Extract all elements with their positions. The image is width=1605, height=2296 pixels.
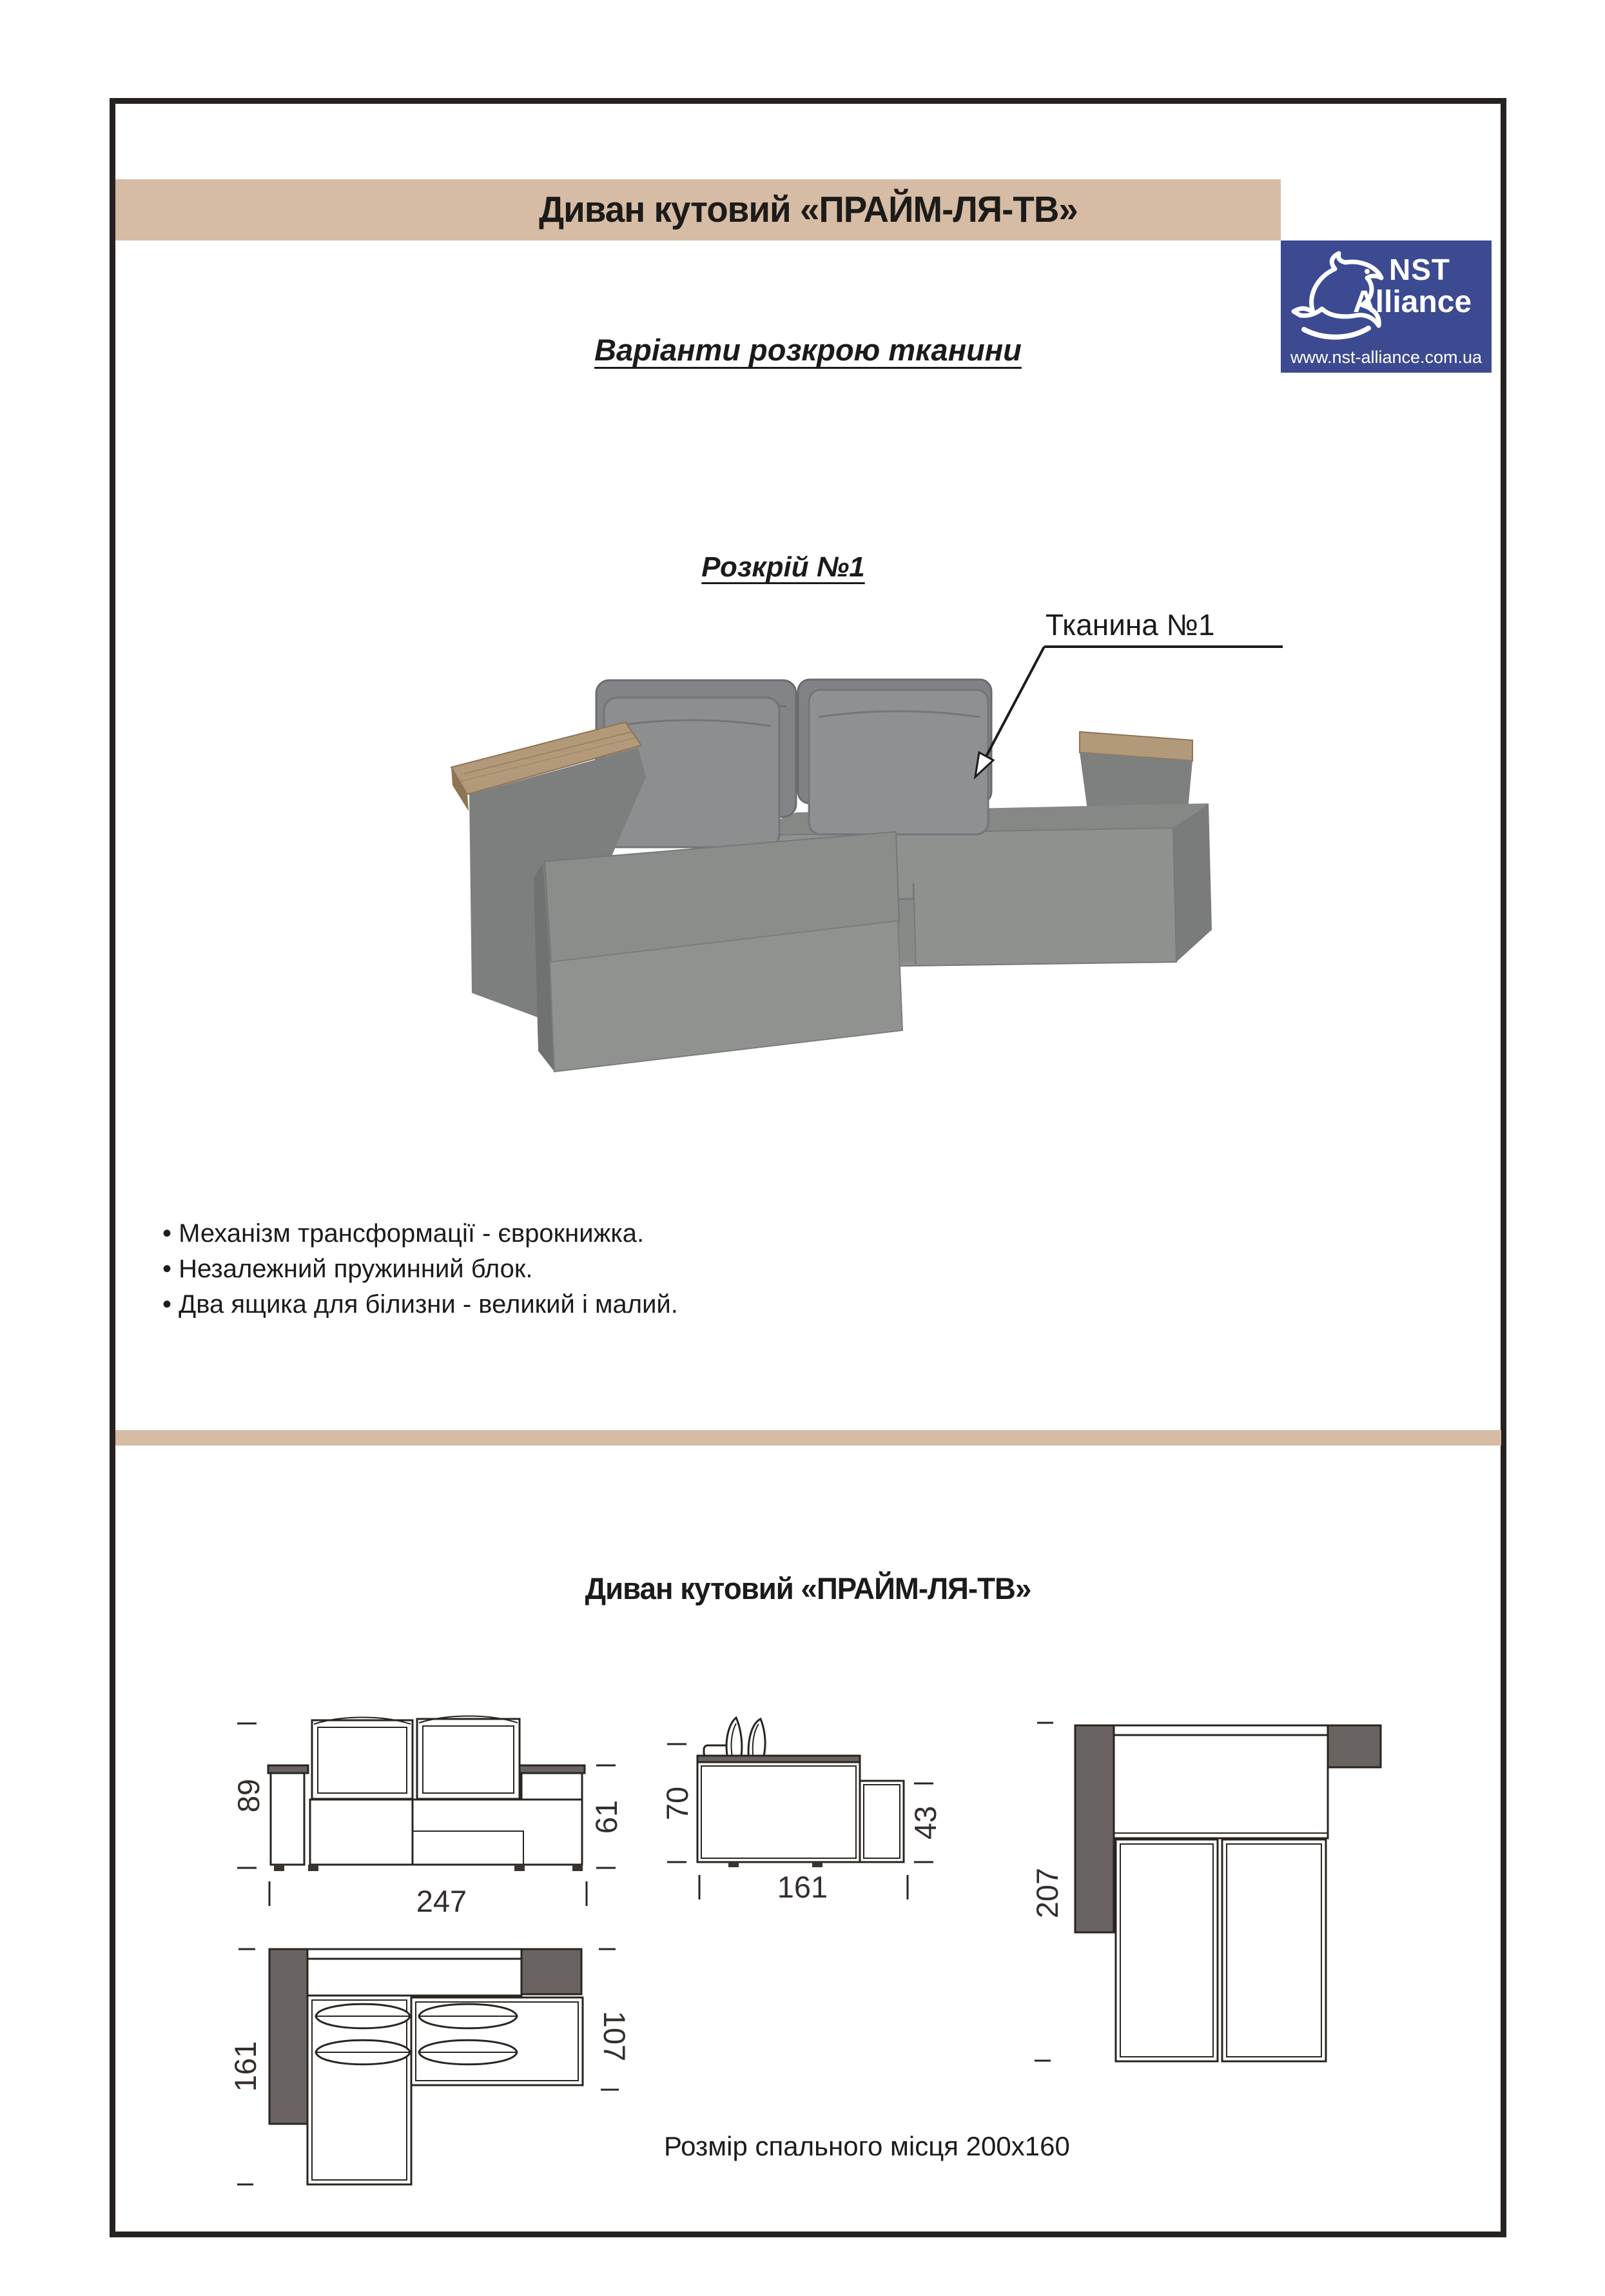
page-title: Диван кутовий «ПРАЙМ-ЛЯ-ТВ» bbox=[539, 189, 1078, 230]
dim-front-width: 247 bbox=[416, 1884, 467, 1918]
feature-item: • Механізм трансформації - єврокнижка. bbox=[162, 1216, 678, 1251]
dim-front-arm-height: 61 bbox=[589, 1800, 623, 1834]
dim-plan-chaise-width: 107 bbox=[598, 2010, 632, 2062]
feature-item: • Два ящика для білизни - великий і малий. bbox=[162, 1287, 678, 1322]
dim-side-height: 70 bbox=[660, 1786, 694, 1821]
fabric-callout-label: Тканина №1 bbox=[1046, 608, 1215, 642]
dim-front-height: 89 bbox=[231, 1778, 266, 1813]
dim-ottoman-height: 43 bbox=[908, 1805, 942, 1840]
section-divider bbox=[115, 1430, 1501, 1446]
sleeping-size-note: Розмір спального місця 200x160 bbox=[664, 2131, 1070, 2161]
cut-title: Розкрій №1 bbox=[701, 551, 865, 583]
logo-name-bottom: Alliance bbox=[1353, 285, 1472, 319]
dim-side-depth: 161 bbox=[777, 1870, 828, 1904]
corner-plan-drawing bbox=[226, 1934, 638, 2192]
fabric-callout-arrow bbox=[964, 635, 1299, 790]
spec-section-heading: Диван кутовий «ПРАЙМ-ЛЯ-ТВ» bbox=[585, 1571, 1031, 1605]
logo-name-top: NST bbox=[1389, 253, 1450, 286]
fabric-section-heading: Варіанти розкрою тканини bbox=[594, 333, 1022, 367]
front-view-drawing bbox=[219, 1715, 645, 1947]
side-view-drawing bbox=[651, 1702, 954, 1915]
open-plan-drawing bbox=[1018, 1709, 1405, 2076]
dim-open-length: 207 bbox=[1030, 1867, 1064, 1919]
dim-plan-depth: 161 bbox=[228, 2041, 262, 2092]
feature-item: • Незалежний пружинний блок. bbox=[162, 1251, 678, 1287]
feature-list bbox=[162, 1216, 678, 1322]
logo-website: www.nst-alliance.com.ua bbox=[1290, 348, 1483, 367]
